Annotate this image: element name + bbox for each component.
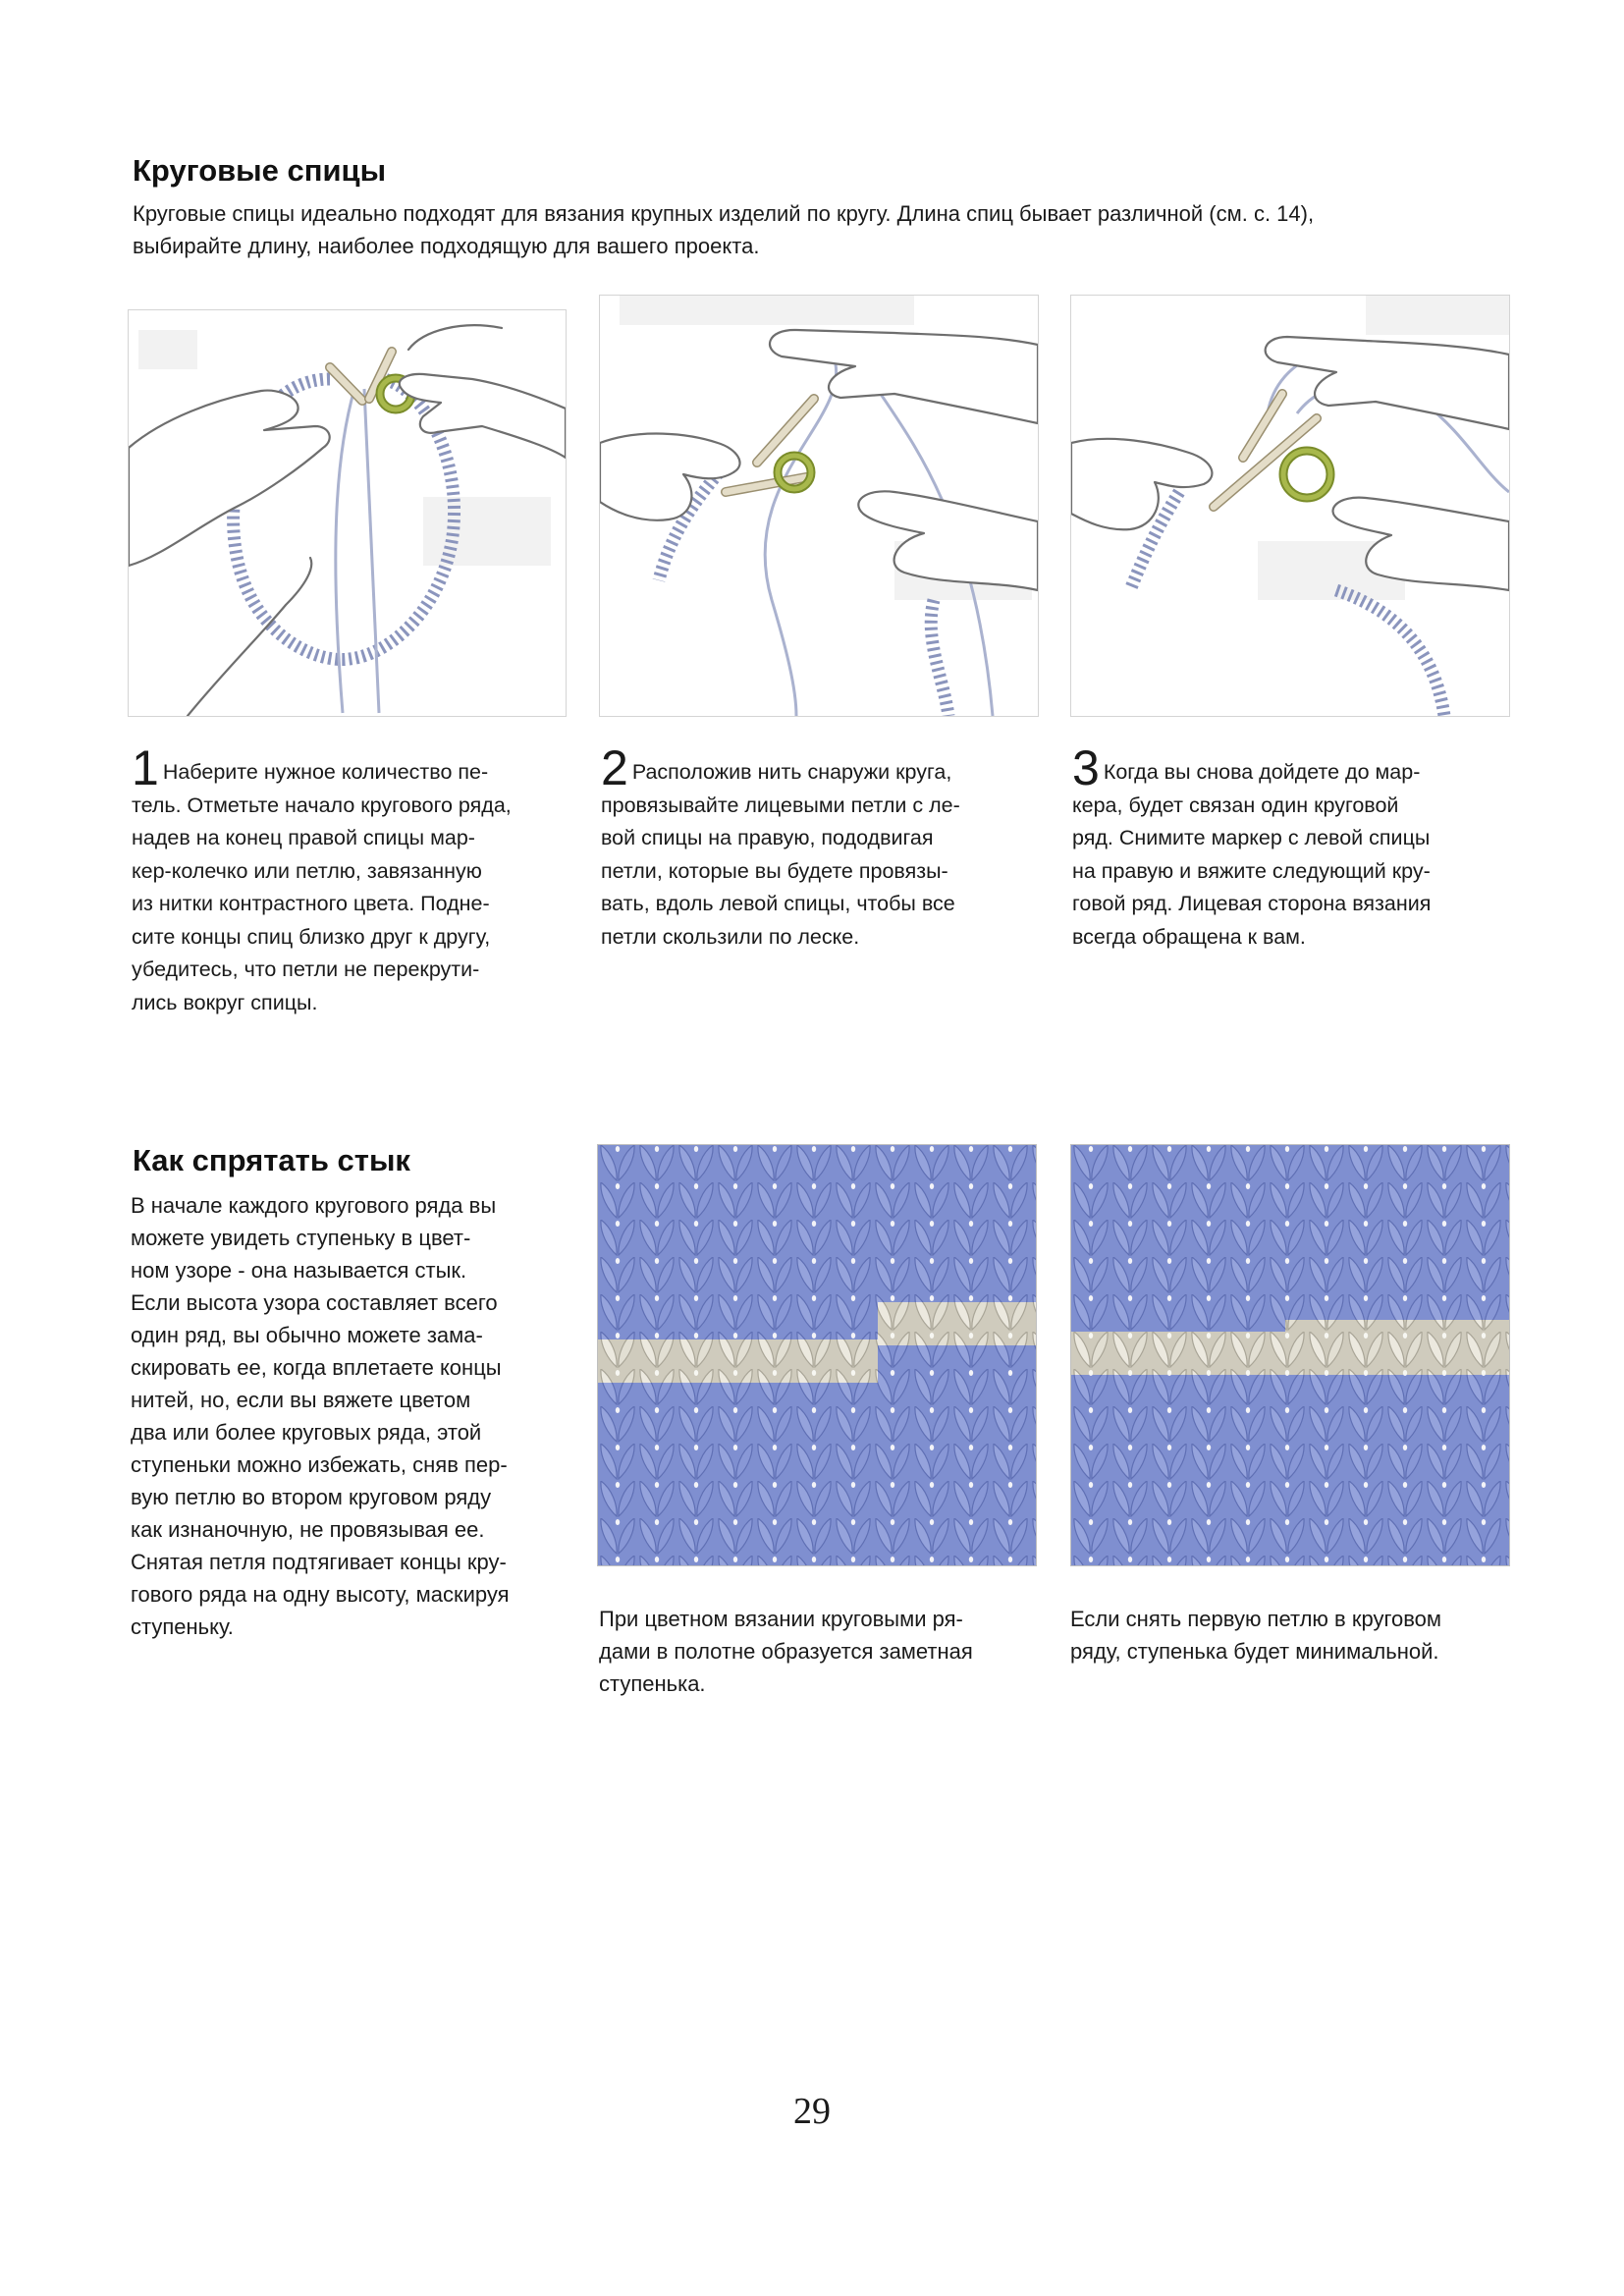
jog-line: скировать ее, когда вплетаете концы — [131, 1355, 502, 1380]
jog-line: ступеньку. — [131, 1614, 234, 1639]
jog-line: вую петлю во втором круговом ряду — [131, 1485, 492, 1509]
illustration-step-3 — [1070, 295, 1510, 717]
step-1-line: из нитки контрастного цвета. Подне- — [132, 892, 490, 915]
step-1 — [132, 740, 564, 1019]
jog-line: Если высота узора составляет всего — [131, 1290, 498, 1315]
caption-line: ступенька. — [599, 1671, 706, 1696]
caption-line: При цветном вязании круговыми ря- — [599, 1607, 963, 1631]
jog-explanation — [131, 1189, 563, 1643]
step-3-line: ряд. Снимите маркер с левой спицы — [1072, 826, 1431, 849]
caption-swatch-1 — [599, 1603, 1021, 1700]
illustration-step-1 — [128, 309, 567, 717]
step-1-line: тель. Отметьте начало кругового ряда, — [132, 793, 512, 817]
caption-swatch-2 — [1070, 1603, 1492, 1667]
step-number: 2 — [601, 740, 628, 795]
intro-text — [133, 197, 1527, 262]
step-2-line — [601, 740, 1033, 795]
illustration-step-2 — [599, 295, 1039, 717]
section-title-circular-needles: Круговые спицы — [133, 153, 387, 188]
knit-swatch-jogless-icon — [1071, 1145, 1509, 1565]
caption-line: ряду, ступенька будет минимальной. — [1070, 1639, 1439, 1664]
caption-line: дами в полотне образуется заметная — [599, 1639, 973, 1664]
step-3 — [1072, 740, 1504, 954]
step-3-line: всегда обращена к вам. — [1072, 924, 1306, 949]
hands-moving-marker-icon — [1071, 296, 1509, 716]
hands-circular-needles-marker-icon — [129, 310, 566, 716]
jog-line: нитей, но, если вы вяжете цветом — [131, 1388, 471, 1412]
jog-line: один ряд, вы обычно можете зама- — [131, 1323, 483, 1347]
step-1-line: кер-колечко или петлю, завязанную — [132, 858, 482, 883]
swatch-with-jog — [597, 1144, 1037, 1566]
step-3-text: Когда вы снова дойдете до мар- — [1103, 760, 1421, 784]
step-1-line: убедитесь, что петли не перекрути- — [132, 957, 480, 981]
intro-line: Круговые спицы идеально подходят для вязания крупных изделий по кругу. Длина спиц бывает различной (см. с. 14), — [133, 201, 1315, 226]
jog-line: гового ряда на одну высоту, маскируя — [131, 1582, 510, 1607]
page-number: 29 — [793, 2091, 831, 2132]
step-2-text: Расположив нить снаружи круга, — [631, 760, 952, 784]
caption-line: Если снять первую петлю в круговом — [1070, 1607, 1442, 1631]
step-number: 1 — [132, 740, 159, 795]
step-3-line — [1072, 740, 1504, 795]
step-number: 3 — [1072, 740, 1100, 795]
step-1-line: лись вокруг спицы. — [132, 990, 318, 1014]
hands-knitting-stitches-icon — [600, 296, 1038, 716]
step-1-line: надев на конец правой спицы мар- — [132, 826, 475, 849]
swatch-jogless — [1070, 1144, 1510, 1566]
step-1-text: Наберите нужное количество пе- — [162, 760, 489, 784]
step-3-line: говой ряд. Лицевая сторона вязания — [1072, 892, 1432, 915]
intro-line: выбирайте длину, наиболее подходящую для вашего проекта. — [133, 234, 760, 258]
jog-line: Снятая петля подтягивает концы кру- — [131, 1550, 507, 1574]
step-2-line: вать, вдоль левой спицы, чтобы все — [601, 892, 955, 915]
jog-line: В начале каждого кругового ряда вы — [131, 1193, 497, 1218]
step-1-line: сите концы спиц близко друг к другу, — [132, 924, 491, 949]
step-3-line: на правую и вяжите следующий кру- — [1072, 858, 1431, 883]
step-2 — [601, 740, 1033, 954]
jog-line: ном узоре - она называется стык. — [131, 1258, 467, 1283]
jog-line: ступеньки можно избежать, сняв пер- — [131, 1452, 508, 1477]
section-title-hide-jog: Как спрятать стык — [133, 1143, 410, 1177]
step-2-line: вой спицы на правую, пододвигая — [601, 826, 934, 849]
step-2-line: петли, которые вы будете провязы- — [601, 858, 948, 883]
jog-line: можете увидеть ступеньку в цвет- — [131, 1226, 471, 1250]
step-2-line: петли скользили по леске. — [601, 924, 860, 949]
step-2-line: провязывайте лицевыми петли с ле- — [601, 793, 960, 817]
jog-line: два или более круговых ряда, этой — [131, 1420, 482, 1445]
jog-line: как изнаночную, не провязывая ее. — [131, 1517, 485, 1542]
knit-swatch-with-jog-icon — [598, 1145, 1036, 1565]
step-1-line — [132, 740, 564, 795]
step-3-line: кера, будет связан один круговой — [1072, 793, 1399, 817]
